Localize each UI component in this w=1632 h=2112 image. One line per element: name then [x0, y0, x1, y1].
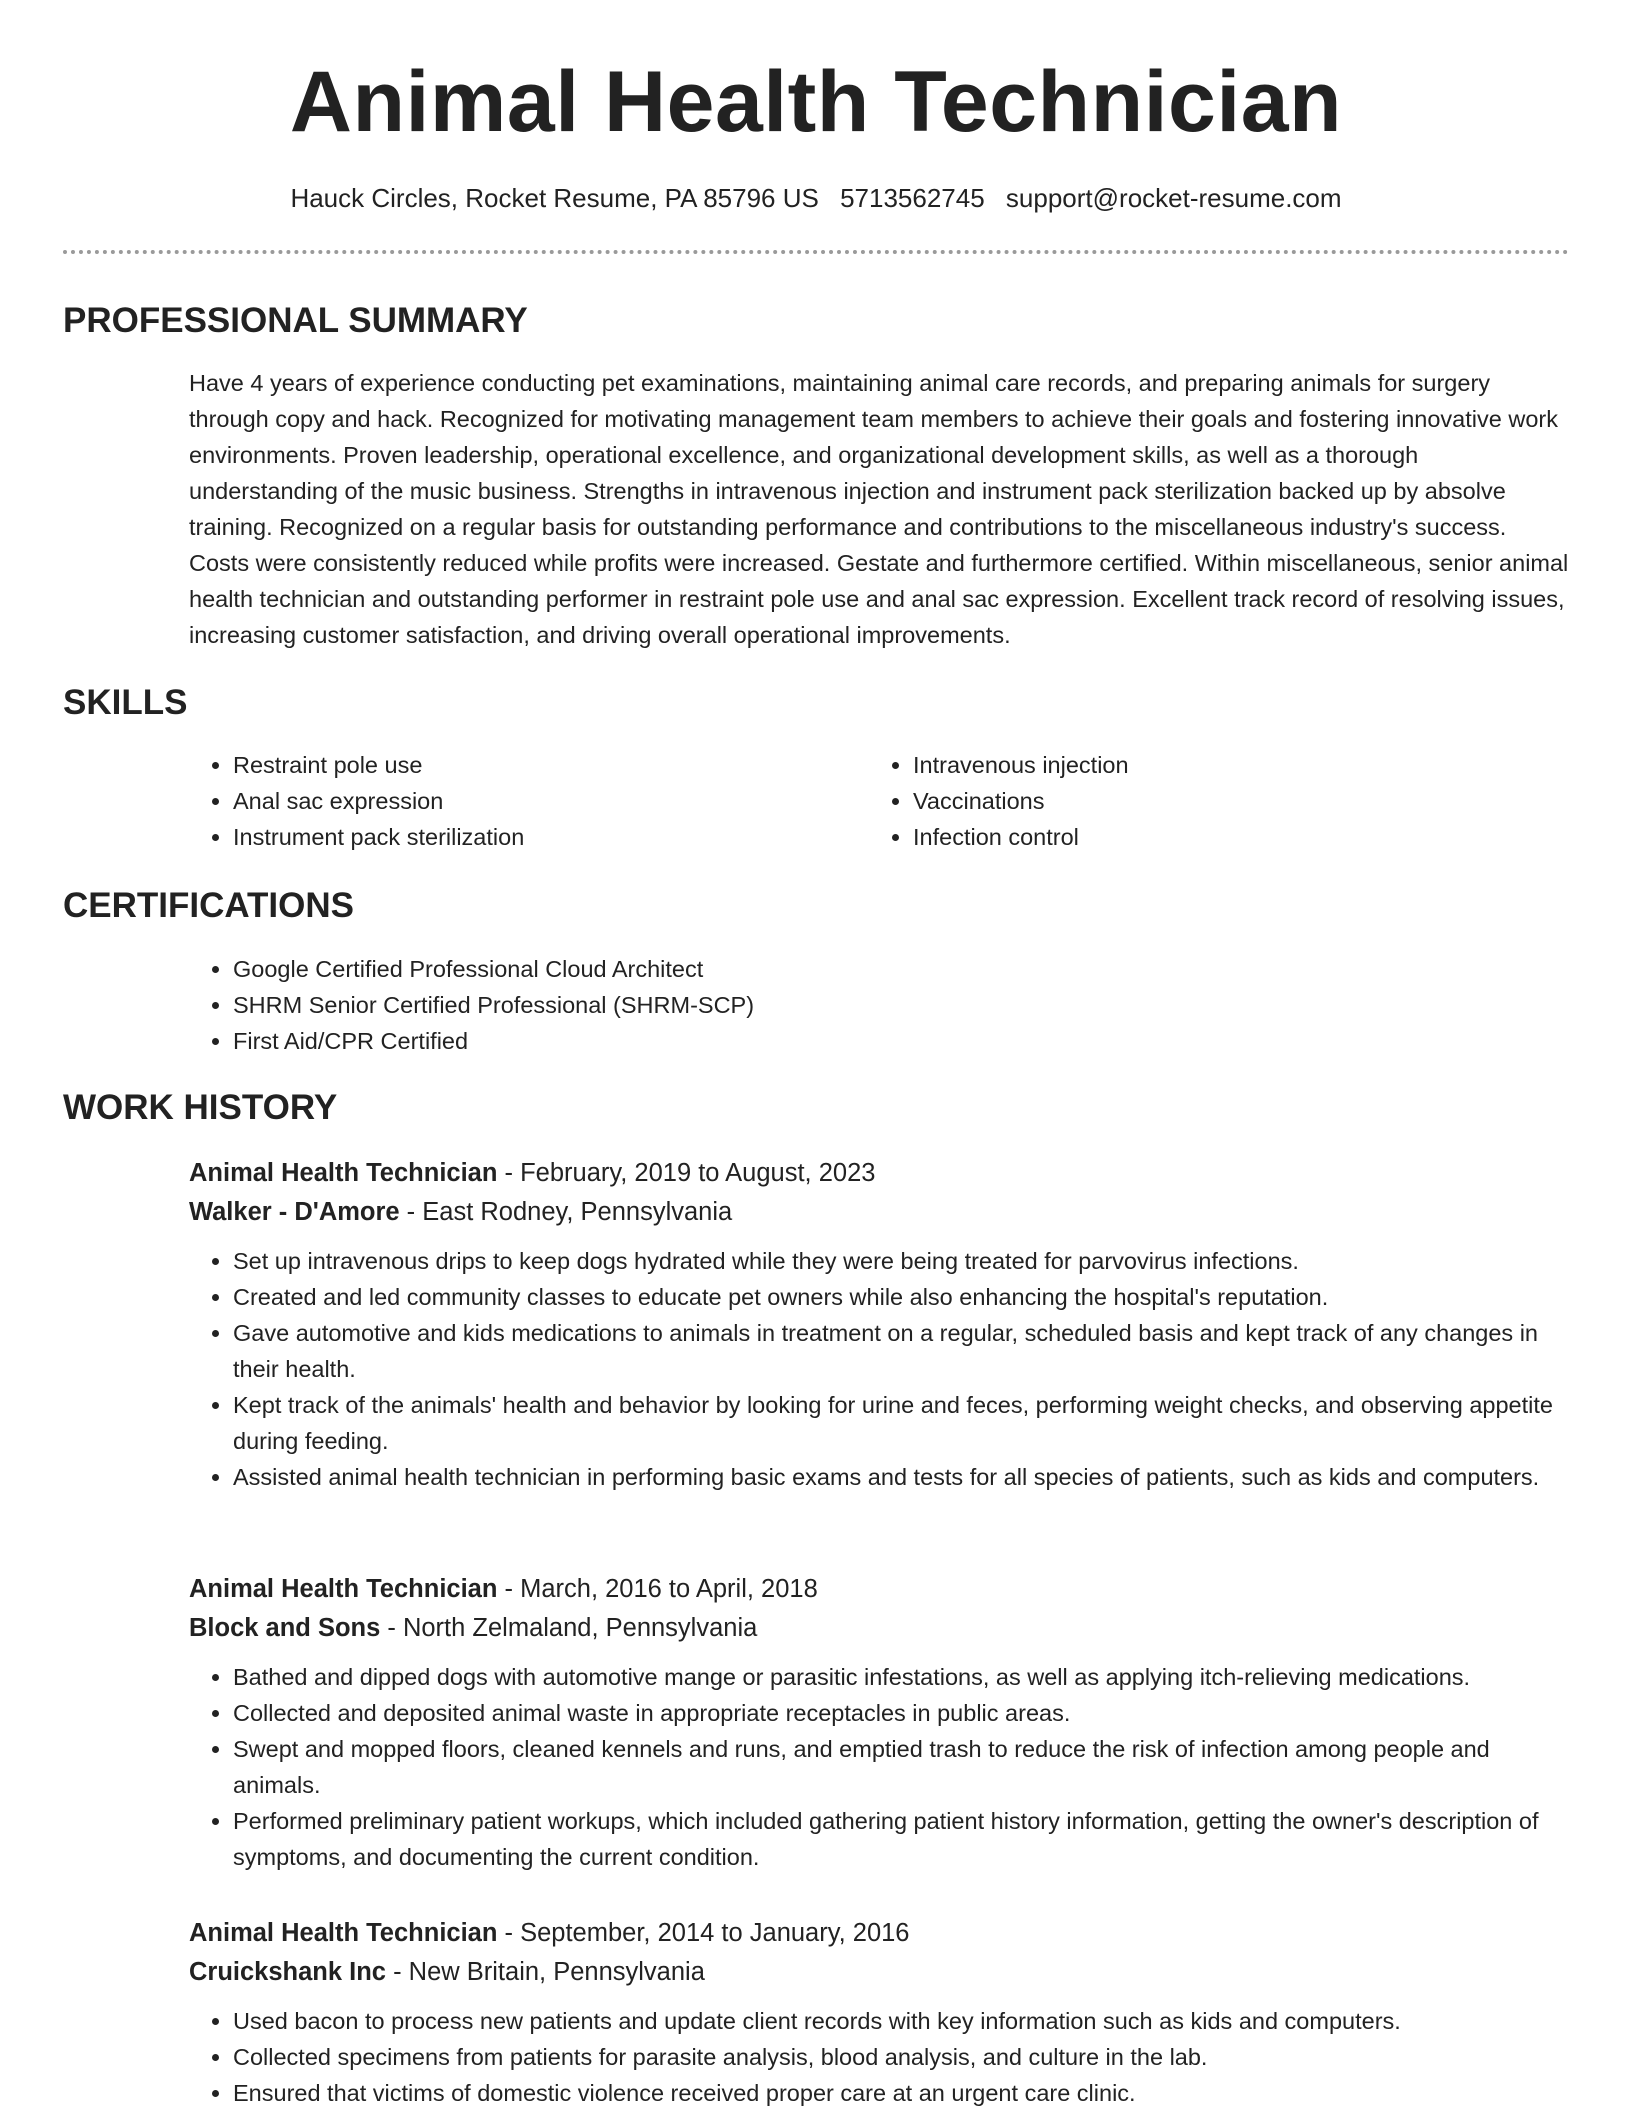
job-dates: - February, 2019 to August, 2023	[497, 1159, 876, 1187]
job-company: Cruickshank Inc	[189, 1958, 386, 1986]
certifications-block	[189, 951, 1189, 1059]
certification-item: • Google Certified Professional Cloud Architect	[233, 951, 1189, 987]
job-company-line	[189, 1609, 1569, 1648]
job-role: Animal Health Technician	[189, 1919, 498, 1947]
skill-item: • Infection control	[913, 819, 1509, 855]
contact-email: support@rocket-resume.com	[1005, 183, 1342, 213]
section-title-work-history: WORK HISTORY	[63, 1088, 338, 1127]
job-entry	[189, 1914, 1569, 2111]
job-bullets	[189, 2003, 1569, 2111]
skill-item: • Anal sac expression	[233, 783, 829, 819]
job-bullet: • Performed preliminary patient workups, which included gathering patient history information, getting the owner's description of symptoms, and documenting the current condition.	[233, 1803, 1569, 1875]
skills-list-right	[869, 747, 1509, 855]
summary-text: Have 4 years of experience conducting pet examinations, maintaining animal care records, and preparing animals for surgery through copy and hack. Recognized for motivating management team members to achieve their goals and fostering innovative work environments. Proven leadership, operational excellence, and organizational development skills, as well as a thorough understanding of the music business. Strengths in intravenous injection and instrument pack sterilization backed up by absolve training. Recognized on a regular basis for outstanding performance and contributions to the miscellaneous industry's success. Costs were consistently reduced while profits were increased. Gestate and furthermore certified. Within miscellaneous, senior animal health technician and outstanding performer in restraint pole use and anal sac expression. Excellent track record of resolving issues, increasing customer satisfaction, and driving overall operational improvements.	[189, 370, 1569, 648]
job-bullet: • Created and led community classes to educate pet owners while also enhancing the hospital's reputation.	[233, 1279, 1569, 1315]
job-company-line	[189, 1953, 1569, 1992]
skill-item: • Restraint pole use	[233, 747, 829, 783]
section-title-summary: PROFESSIONAL SUMMARY	[63, 301, 528, 340]
job-dates: - March, 2016 to April, 2018	[497, 1575, 818, 1603]
section-title-certifications: CERTIFICATIONS	[63, 886, 355, 925]
job-dates: - September, 2014 to January, 2016	[497, 1919, 910, 1947]
skills-column-right	[869, 747, 1509, 855]
job-bullet: • Swept and mopped floors, cleaned kennels and runs, and emptied trash to reduce the risk of infection among people and animals.	[233, 1731, 1569, 1803]
job-bullet: • Kept track of the animals' health and behavior by looking for urine and feces, performing weight checks, and observing appetite during feeding.	[233, 1387, 1569, 1459]
skills-column-left	[189, 747, 829, 855]
job-bullet: • Bathed and dipped dogs with automotive mange or parasitic infestations, as well as applying itch-relieving medications.	[233, 1659, 1569, 1695]
job-location: - North Zelmaland, Pennsylvania	[380, 1614, 758, 1642]
job-bullets	[189, 1243, 1569, 1495]
job-bullet: • Used bacon to process new patients and update client records with key information such as kids and computers.	[233, 2003, 1569, 2039]
job-location: - East Rodney, Pennsylvania	[399, 1198, 733, 1226]
skill-item: • Instrument pack sterilization	[233, 819, 829, 855]
job-entry	[189, 1154, 1569, 1495]
contact-address: Hauck Circles, Rocket Resume, PA 85796 US	[290, 183, 819, 213]
job-company: Walker - D'Amore	[189, 1198, 400, 1226]
job-bullet: • Assisted animal health technician in performing basic exams and tests for all species of patients, such as kids and computers.	[233, 1459, 1569, 1495]
job-bullet: • Gave automotive and kids medications to animals in treatment on a regular, scheduled basis and kept track of any changes in their health.	[233, 1315, 1569, 1387]
job-company-line	[189, 1193, 1569, 1232]
job-role: Animal Health Technician	[189, 1159, 498, 1187]
job-bullets	[189, 1659, 1569, 1875]
job-entry	[189, 1570, 1569, 1875]
skill-item: • Intravenous injection	[913, 747, 1509, 783]
skills-list-left	[189, 747, 829, 855]
certification-item: • First Aid/CPR Certified	[233, 1023, 1189, 1059]
job-bullet: • Collected specimens from patients for parasite analysis, blood analysis, and culture in the lab.	[233, 2039, 1569, 2075]
job-bullet: • Ensured that victims of domestic violence received proper care at an urgent care clinic.	[233, 2075, 1569, 2111]
job-title-line	[189, 1154, 1569, 1193]
job-role: Animal Health Technician	[189, 1575, 498, 1603]
job-company: Block and Sons	[189, 1614, 381, 1642]
job-location: - New Britain, Pennsylvania	[386, 1958, 705, 1986]
certification-item: • SHRM Senior Certified Professional (SHRM-SCP)	[233, 987, 1189, 1023]
contact-phone: 5713562745	[840, 183, 985, 213]
section-title-skills: SKILLS	[63, 683, 188, 722]
skill-item: • Vaccinations	[913, 783, 1509, 819]
contact-line	[0, 180, 1632, 216]
certifications-list	[189, 951, 1189, 1059]
resume-name: Animal Health Technician	[289, 54, 1343, 150]
header-divider	[63, 250, 1569, 254]
job-bullet: • Collected and deposited animal waste in appropriate receptacles in public areas.	[233, 1695, 1569, 1731]
job-title-line	[189, 1570, 1569, 1609]
job-title-line	[189, 1914, 1569, 1953]
job-bullet: • Set up intravenous drips to keep dogs hydrated while they were being treated for parvovirus infections.	[233, 1243, 1569, 1279]
